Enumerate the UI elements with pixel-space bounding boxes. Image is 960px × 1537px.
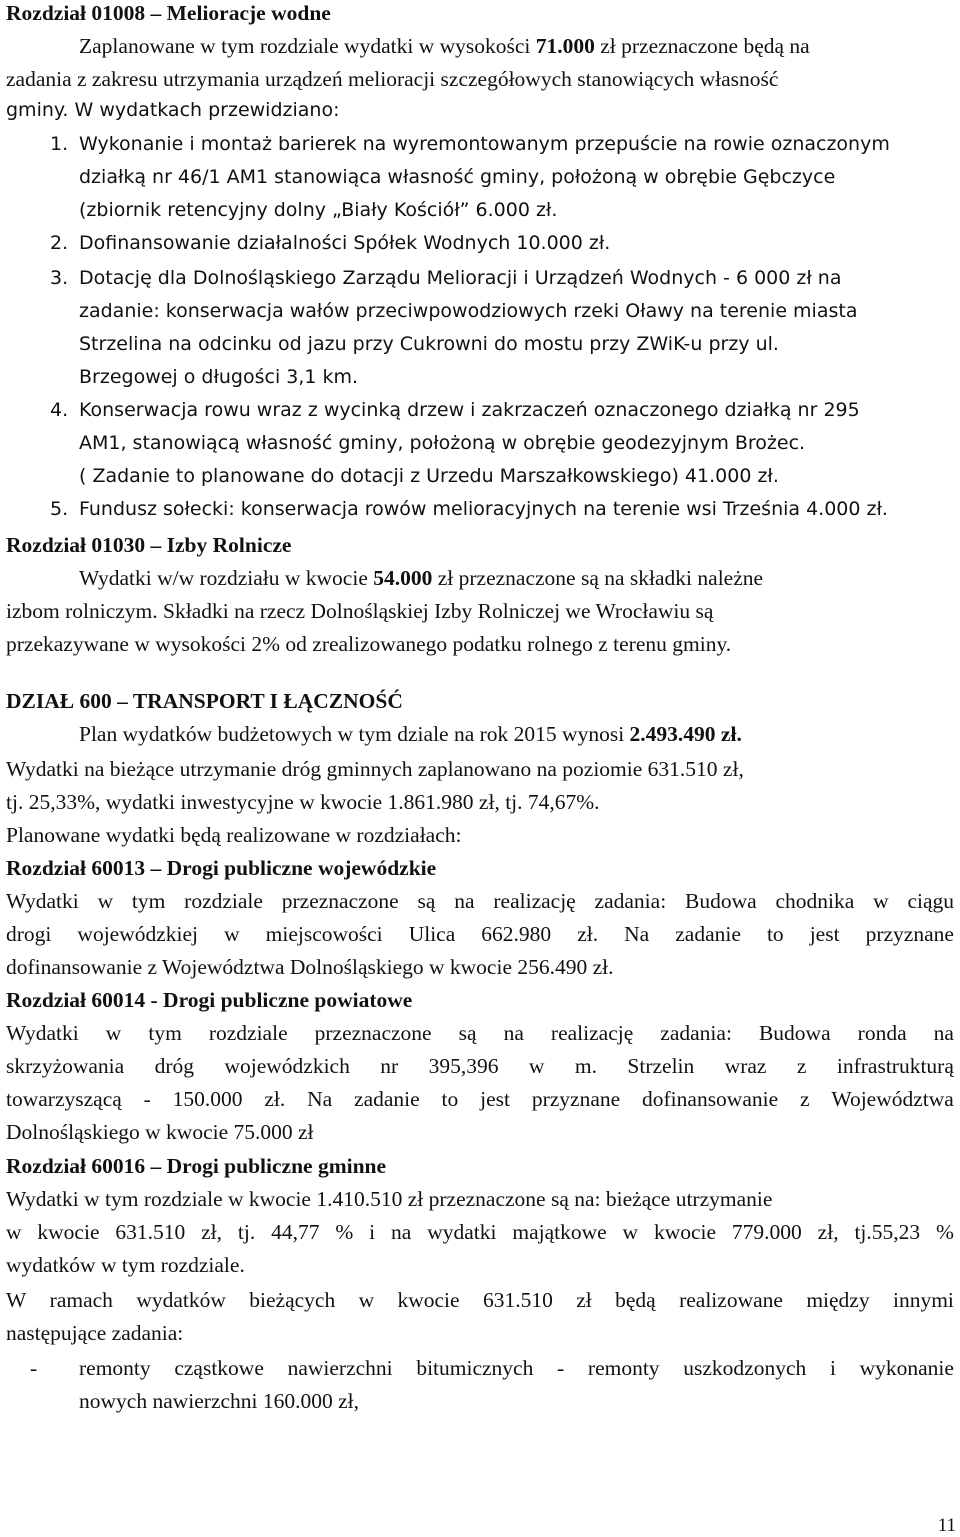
- word: skrzyżowania: [6, 1054, 125, 1078]
- word: miejscowości: [265, 922, 383, 946]
- word: ciągu: [907, 889, 954, 913]
- word: realizację: [550, 1021, 634, 1045]
- word: przeznaczone: [314, 1021, 432, 1045]
- word: Na: [624, 922, 650, 946]
- heading-rozdzial-01030: Rozdział 01030 – Izby Rolnicze: [6, 533, 292, 557]
- list-item-line: Brzegowej o długości 3,1 km.: [79, 366, 359, 388]
- word: realizowane: [679, 1288, 783, 1312]
- list-item-line: działką nr 46/1 AM1 stanowiąca własność gminy, położoną w obrębie Gębczyce: [79, 166, 836, 188]
- word: Budowa: [758, 1021, 831, 1045]
- word: tym: [131, 889, 166, 913]
- list-number: 4.: [50, 399, 69, 421]
- word: Ulica: [408, 922, 456, 946]
- word: m.: [574, 1054, 597, 1078]
- word: 395,396: [428, 1054, 499, 1078]
- word: dofinansowanie: [642, 1087, 779, 1111]
- word: w: [622, 1220, 639, 1244]
- list-number: 5.: [50, 498, 69, 520]
- word: 631.510: [482, 1288, 553, 1312]
- justified-line: [6, 1288, 954, 1313]
- word: to: [441, 1087, 459, 1111]
- word: Wydatki: [6, 889, 79, 913]
- paragraph-line: Plan wydatków budżetowych w tym dziale na rok 2015 wynosi 2.493.490 zł.: [79, 722, 742, 746]
- list-number: 1.: [50, 133, 69, 155]
- paragraph-line: gminy. W wydatkach przewidziano:: [6, 99, 340, 121]
- word: z: [796, 1054, 807, 1078]
- word: przeznaczone: [281, 889, 399, 913]
- word: Na: [307, 1087, 333, 1111]
- heading-rozdzial-01008: Rozdział 01008 – Melioracje wodne: [6, 1, 331, 25]
- word: kwocie: [653, 1220, 717, 1244]
- word: kwocie: [397, 1288, 460, 1312]
- page-number: 11: [937, 1515, 956, 1536]
- word: 150.000: [172, 1087, 243, 1111]
- justified-line: [6, 1054, 954, 1079]
- word: w: [105, 1021, 122, 1045]
- word: jest: [480, 1087, 510, 1111]
- word: -: [557, 1356, 565, 1380]
- word: zł,: [201, 1220, 223, 1244]
- word: w: [224, 922, 240, 946]
- justified-line: [6, 922, 954, 947]
- paragraph-line: tj. 25,33%, wydatki inwestycyjne w kwocie 1.861.980 zł, tj. 74,67%.: [6, 790, 600, 814]
- word: na: [503, 1021, 524, 1045]
- word: tym: [148, 1021, 182, 1045]
- list-item-line: Dofinansowanie działalności Spółek Wodnych 10.000 zł.: [79, 232, 611, 254]
- paragraph-line: nowych nawierzchni 160.000 zł,: [79, 1389, 360, 1413]
- justified-line: [6, 1021, 954, 1046]
- word: realizację: [493, 889, 576, 913]
- paragraph-line: Dolnośląskiego w kwocie 75.000 zł: [6, 1120, 314, 1144]
- word: uszkodzonych: [683, 1356, 807, 1380]
- word: między: [806, 1288, 870, 1312]
- word: drogi: [6, 922, 52, 946]
- word: bieżących: [249, 1288, 336, 1312]
- word: bitumicznych: [416, 1356, 534, 1380]
- word: to: [766, 922, 784, 946]
- word: majątkowe: [512, 1220, 607, 1244]
- heading-dzial-600: DZIAŁ 600 – TRANSPORT I ŁĄCZNOŚĆ: [6, 689, 403, 713]
- word: Budowa: [684, 889, 757, 913]
- word: tj.: [237, 1220, 256, 1244]
- word: dróg: [154, 1054, 195, 1078]
- word: ramach: [49, 1288, 113, 1312]
- word: Województwa: [831, 1087, 954, 1111]
- word: W: [6, 1288, 27, 1312]
- word: Strzelin: [627, 1054, 695, 1078]
- word: 44,77: [271, 1220, 320, 1244]
- word: z: [800, 1087, 810, 1111]
- word: rozdziale: [208, 1021, 288, 1045]
- word: chodnika: [775, 889, 855, 913]
- justified-line: [79, 1356, 954, 1381]
- word: na: [391, 1220, 412, 1244]
- paragraph-line: Wydatki w/w rozdziału w kwocie 54.000 zł przeznaczone są na składki należne: [79, 566, 764, 590]
- paragraph-line: zadania z zakresu utrzymania urządzeń melioracji szczegółowych stanowiących własność: [6, 67, 779, 91]
- word: 631.510: [115, 1220, 186, 1244]
- list-item-line: Konserwacja rowu wraz z wycinką drzew i zakrzaczeń oznaczonego działką nr 295: [79, 399, 860, 421]
- justified-line: [6, 1220, 954, 1245]
- word: cząstkowe: [174, 1356, 264, 1380]
- list-item-line: AM1, stanowiącą własność gminy, położoną w obrębie geodezyjnym Brożec.: [79, 432, 806, 454]
- word: wraz: [724, 1054, 767, 1078]
- word: w: [6, 1220, 22, 1244]
- paragraph-line: wydatków w tym rozdziale.: [6, 1253, 245, 1277]
- justified-line: [6, 1087, 954, 1112]
- word: rozdziale: [184, 889, 263, 913]
- word: 779.000: [731, 1220, 802, 1244]
- word: zł.: [577, 922, 599, 946]
- word: towarzyszącą: [6, 1087, 122, 1111]
- heading-rozdzial-60014: Rozdział 60014 - Drogi publiczne powiatowe: [6, 988, 413, 1012]
- list-item-line: Wykonanie i montaż barierek na wyremontowanym przepuście na rowie oznaczonym: [79, 133, 890, 155]
- word: 662.980: [481, 922, 552, 946]
- word: i: [829, 1356, 836, 1380]
- word: przyznane: [865, 922, 954, 946]
- list-item-line: ( Zadanie to planowane do dotacji z Urzedu Marszałkowskiego) 41.000 zł.: [79, 465, 779, 487]
- word: na: [454, 889, 475, 913]
- word: wydatki: [427, 1220, 497, 1244]
- word: zadanie: [354, 1087, 420, 1111]
- word: zadania:: [594, 889, 667, 913]
- word: %: [335, 1220, 354, 1244]
- paragraph-line: Planowane wydatki będą realizowane w rozdziałach:: [6, 823, 462, 847]
- list-item-line: zadanie: konserwacja wałów przeciwpowodziowych rzeki Oławy na terenie miasta: [79, 300, 858, 322]
- word: wykonanie: [859, 1356, 954, 1380]
- word: w: [528, 1054, 545, 1078]
- word: innymi: [892, 1288, 954, 1312]
- word: zadania:: [660, 1021, 732, 1045]
- word: %: [936, 1220, 954, 1244]
- justified-line: [6, 889, 954, 914]
- paragraph-line: izbom rolniczym. Składki na rzecz Dolnośląskiej Izby Rolniczej we Wrocławiu są: [6, 599, 714, 623]
- paragraph-line: Wydatki w tym rozdziale w kwocie 1.410.510 zł przeznaczone są na: bieżące utrzymanie: [6, 1187, 773, 1211]
- word: zł: [576, 1288, 592, 1312]
- paragraph-line: następujące zadania:: [6, 1321, 184, 1345]
- list-item-line: Dotację dla Dolnośląskiego Zarządu Melioracji i Urządzeń Wodnych - 6 000 zł na: [79, 267, 842, 289]
- word: zł,: [817, 1220, 839, 1244]
- word: kwocie: [37, 1220, 100, 1244]
- word: ronda: [857, 1021, 907, 1045]
- dash-bullet: -: [30, 1356, 38, 1380]
- word: Wydatki: [6, 1021, 79, 1045]
- word: będą: [615, 1288, 656, 1312]
- word: wojewódzkich: [224, 1054, 350, 1078]
- word: infrastrukturą: [836, 1054, 954, 1078]
- word: przyznane: [531, 1087, 621, 1111]
- word: zł.: [264, 1087, 286, 1111]
- paragraph-line: Wydatki na bieżące utrzymanie dróg gminnych zaplanowano na poziomie 631.510 zł,: [6, 757, 744, 781]
- word: w: [873, 889, 889, 913]
- word: remonty: [79, 1356, 151, 1380]
- paragraph-line: dofinansowanie z Województwa Dolnośląskiego w kwocie 256.490 zł.: [6, 955, 614, 979]
- heading-rozdzial-60013: Rozdział 60013 – Drogi publiczne wojewódzkie: [6, 856, 437, 880]
- list-item-line: Fundusz sołecki: konserwacja rowów melioracyjnych na terenie wsi Trześnia 4.000 zł.: [79, 498, 888, 520]
- word: tj.55,23: [854, 1220, 921, 1244]
- word: na: [933, 1021, 954, 1045]
- word: wydatków: [136, 1288, 226, 1312]
- word: remonty: [587, 1356, 660, 1380]
- word: nawierzchni: [287, 1356, 393, 1380]
- word: i: [369, 1220, 376, 1244]
- heading-rozdzial-60016: Rozdział 60016 – Drogi publiczne gminne: [6, 1154, 387, 1178]
- word: zadanie: [675, 922, 741, 946]
- list-item-line: (zbiornik retencyjny dolny „Biały Kościół” 6.000 zł.: [79, 199, 558, 221]
- paragraph-line: przekazywane w wysokości 2% od zrealizowanego podatku rolnego z terenu gminy.: [6, 632, 732, 656]
- list-item-line: Strzelina na odcinku od jazu przy Cukrowni do mostu przy ZWiK-u przy ul.: [79, 333, 779, 355]
- word: są: [458, 1021, 477, 1045]
- list-number: 3.: [50, 267, 69, 289]
- word: są: [417, 889, 436, 913]
- paragraph-line: Zaplanowane w tym rozdziale wydatki w wysokości 71.000 zł przeznaczone będą na: [79, 34, 810, 58]
- word: wojewódzkiej: [77, 922, 199, 946]
- word: jest: [809, 922, 840, 946]
- word: w: [97, 889, 114, 913]
- word: -: [143, 1087, 151, 1111]
- word: nr: [380, 1054, 399, 1078]
- list-number: 2.: [50, 232, 69, 254]
- word: w: [358, 1288, 375, 1312]
